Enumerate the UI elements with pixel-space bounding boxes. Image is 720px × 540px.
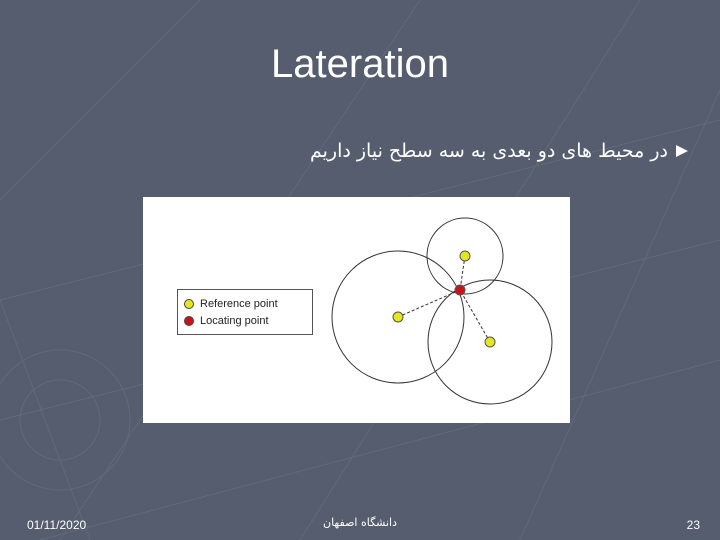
legend-item-reference xyxy=(184,298,278,310)
lateration-diagram xyxy=(143,197,570,423)
yellow-dot-icon xyxy=(184,299,194,309)
bullet-point xyxy=(310,136,690,166)
legend-label-locating: Locating point xyxy=(200,315,269,327)
dashed-line-right xyxy=(460,290,490,342)
bullet-text: در محیط های دو بعدی به سه سطح نیاز داریم xyxy=(309,140,668,162)
reference-point xyxy=(485,337,495,347)
reference-point xyxy=(393,312,403,322)
slide-title: Lateration xyxy=(271,42,449,86)
legend-label-reference: Reference point xyxy=(200,298,278,310)
footer-institution: دانشگاه اصفهان xyxy=(323,516,397,529)
locating-point xyxy=(455,285,465,295)
reference-point xyxy=(460,251,470,261)
page-number: 23 xyxy=(686,518,700,532)
legend xyxy=(177,289,313,335)
legend-item-locating xyxy=(184,315,269,327)
red-dot-icon xyxy=(184,316,194,326)
dashed-line-left xyxy=(398,290,460,317)
triangle-bullet-icon xyxy=(674,143,690,159)
footer-date: 01/11/2020 xyxy=(27,518,87,532)
